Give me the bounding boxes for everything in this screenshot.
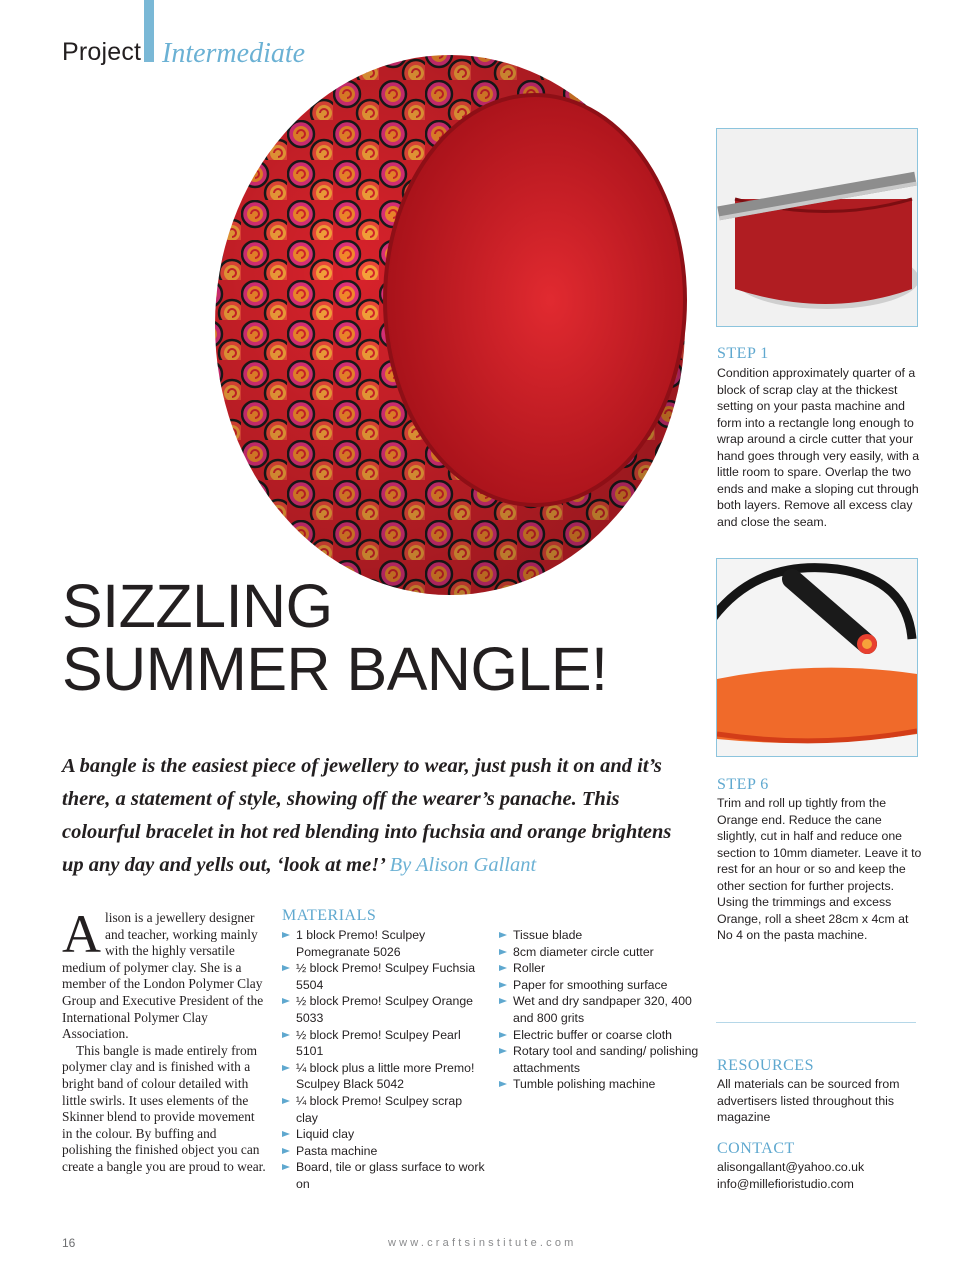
- materials-list-1: [282, 927, 487, 1193]
- bullet-arrow-icon: [499, 1081, 507, 1087]
- byline: By Alison Gallant: [389, 854, 537, 876]
- material-item: [499, 960, 704, 977]
- material-item: [499, 1043, 704, 1076]
- bullet-arrow-icon: [282, 932, 290, 938]
- contact-email-1[interactable]: alisongallant@yahoo.co.uk: [717, 1160, 865, 1174]
- body-paragraph-1: lison is a jewellery designer and teacher, working mainly with the highly versatile medium of polymer clay. She is a member of the London Polymer Clay Group and Executive President of the International Polymer Clay Association.: [62, 910, 264, 1042]
- bullet-arrow-icon: [282, 1032, 290, 1038]
- material-item: [499, 977, 704, 994]
- bullet-arrow-icon: [282, 1131, 290, 1137]
- bullet-arrow-icon: [499, 1048, 507, 1054]
- material-item-text: Pasta machine: [296, 1143, 378, 1158]
- material-item: [282, 993, 487, 1026]
- step6-photo: [716, 558, 918, 757]
- material-item: [499, 993, 704, 1026]
- body-text: [62, 904, 266, 1176]
- material-item: [282, 1159, 487, 1192]
- title-line-2: SUMMER BANGLE!: [62, 635, 608, 703]
- material-item: [499, 927, 704, 944]
- material-item: [282, 1027, 487, 1060]
- material-item-text: ¼ block plus a little more Premo! Sculpey Black 5042: [296, 1060, 475, 1092]
- header-accent-bar: [144, 0, 154, 62]
- material-item-text: ¼ block Premo! Sculpey scrap clay: [296, 1093, 463, 1125]
- section-label: Project: [62, 38, 142, 66]
- bullet-arrow-icon: [499, 1032, 507, 1038]
- material-item: [499, 1076, 704, 1093]
- bullet-arrow-icon: [282, 965, 290, 971]
- bullet-arrow-icon: [282, 1148, 290, 1154]
- circle-cutter-image: [717, 129, 917, 326]
- step1-heading: STEP 1: [717, 345, 769, 362]
- bullet-arrow-icon: [282, 1098, 290, 1104]
- contact-email-2[interactable]: info@millefioristudio.com: [717, 1177, 854, 1191]
- material-item: [499, 1027, 704, 1044]
- contact-heading: CONTACT: [717, 1140, 795, 1157]
- material-item-text: 1 block Premo! Sculpey Pomegranate 5026: [296, 928, 426, 959]
- material-item-text: Liquid clay: [296, 1127, 355, 1142]
- material-item-text: ½ block Premo! Sculpey Orange 5033: [296, 994, 474, 1025]
- body-paragraph-2: This bangle is made entirely from polymer clay and is finished with a bright band of colour detailed with little swirls. It uses elements of the Skinner blend to provide movement in the colour. By buffing and polishing the finished object you can create a bangle you are proud to wear.: [62, 1042, 266, 1174]
- material-item-text: Board, tile or glass surface to work on: [296, 1160, 485, 1191]
- step6-heading: STEP 6: [717, 776, 769, 793]
- title-line-1: SIZZLING: [62, 572, 333, 640]
- material-item-text: ½ block Premo! Sculpey Fuchsia 5504: [296, 961, 476, 992]
- material-item: [282, 1143, 487, 1160]
- material-item: [282, 1126, 487, 1143]
- material-item: [499, 944, 704, 961]
- material-item: [282, 1060, 487, 1093]
- divider: [716, 1022, 916, 1023]
- material-item-text: Rotary tool and sanding/ polishing attachments: [513, 1044, 699, 1075]
- material-item-text: Paper for smoothing surface: [513, 977, 668, 992]
- bullet-arrow-icon: [499, 982, 507, 988]
- material-item-text: ½ block Premo! Sculpey Pearl 5101: [296, 1027, 461, 1059]
- material-item-text: Roller: [513, 961, 546, 976]
- material-item-text: Wet and dry sandpaper 320, 400 and 800 grits: [513, 994, 692, 1025]
- bangle-hero-image: [195, 40, 720, 600]
- step1-photo: [716, 128, 918, 327]
- material-item-text: 8cm diameter circle cutter: [513, 944, 654, 959]
- materials-list-2: [499, 927, 704, 1093]
- bullet-arrow-icon: [499, 998, 507, 1004]
- material-item: [282, 927, 487, 960]
- step6-text: Trim and roll up tightly from the Orange end. Reduce the cane slightly, cut in half and reduce one section to 10mm diameter. Leave it to rest for an hour or so and keep the other section for further projects. Using the trimmings and excess Orange, roll a sheet 28cm x 4cm at No 4 on the pasta machine.: [717, 796, 922, 942]
- bullet-arrow-icon: [282, 998, 290, 1004]
- bullet-arrow-icon: [499, 932, 507, 938]
- standfirst: [62, 750, 682, 882]
- resources-text: All materials can be sourced from advertisers listed throughout this magazine: [717, 1077, 900, 1124]
- material-item: [282, 960, 487, 993]
- difficulty-level: Intermediate: [162, 38, 306, 69]
- bullet-arrow-icon: [499, 949, 507, 955]
- page-title: [62, 572, 722, 703]
- step1-text: Condition approximately quarter of a block of scrap clay at the thickest setting on your pasta machine and form into a rectangle long enough to wrap around a circle cutter that your hand goes through very easily, with a little room to spare. Overlap the two ends and make a sloping cut through both layers. Remove all excess clay and close the seam.: [717, 366, 920, 529]
- resources-heading: RESOURCES: [717, 1057, 814, 1074]
- bullet-arrow-icon: [499, 965, 507, 971]
- page-number: 16: [62, 1236, 76, 1250]
- drop-cap: A: [62, 904, 101, 964]
- material-item-text: Electric buffer or coarse cloth: [513, 1027, 673, 1042]
- footer-url[interactable]: www.craftsinstitute.com: [388, 1237, 577, 1249]
- clay-cane-image: [717, 559, 917, 756]
- material-item-text: Tumble polishing machine: [513, 1077, 656, 1092]
- bullet-arrow-icon: [282, 1065, 290, 1071]
- material-item: [282, 1093, 487, 1126]
- materials-heading: MATERIALS: [282, 907, 377, 924]
- bullet-arrow-icon: [282, 1164, 290, 1170]
- material-item-text: Tissue blade: [513, 928, 583, 942]
- standfirst-text: A bangle is the easiest piece of jewellery to wear, just push it on and it’s there, a statement of style, showing off the wearer’s panache. This colourful bracelet in hot red blending into fuchsia and orange brightens up any day and yells out, ‘look at me!’: [62, 755, 672, 876]
